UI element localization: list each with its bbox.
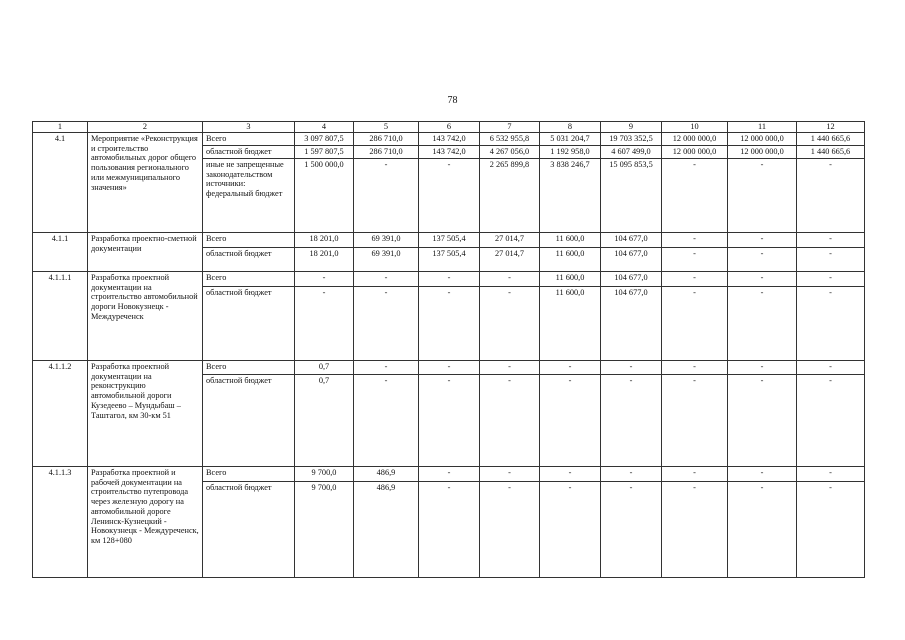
- budget-table: [32, 121, 865, 578]
- value-cell: -: [419, 159, 480, 233]
- value-cell: 2 265 899,8: [480, 159, 540, 233]
- value-cell: -: [728, 159, 797, 233]
- value-cell: -: [728, 375, 797, 467]
- value-cell: 6 532 955,8: [480, 133, 540, 146]
- value-cell: 143 742,0: [419, 146, 480, 159]
- value-cell: -: [662, 482, 728, 578]
- value-cell: -: [728, 361, 797, 375]
- value-cell: 9 700,0: [295, 482, 354, 578]
- value-cell: 104 677,0: [601, 287, 662, 361]
- value-cell: 11 600,0: [540, 272, 601, 287]
- table-row: [33, 233, 865, 248]
- value-cell: -: [797, 361, 865, 375]
- header-cell: 2: [88, 122, 203, 133]
- header-cell: 11: [728, 122, 797, 133]
- value-cell: -: [540, 361, 601, 375]
- header-cell: 6: [419, 122, 480, 133]
- header-cell: 12: [797, 122, 865, 133]
- row-number: 4.1.1.2: [33, 361, 88, 467]
- value-cell: 1 440 665,6: [797, 133, 865, 146]
- value-cell: 27 014,7: [480, 248, 540, 272]
- row-number: 4.1.1.3: [33, 467, 88, 578]
- value-cell: -: [662, 159, 728, 233]
- value-cell: -: [480, 467, 540, 482]
- value-cell: 1 440 665,6: [797, 146, 865, 159]
- value-cell: 11 600,0: [540, 248, 601, 272]
- value-cell: 286 710,0: [354, 146, 419, 159]
- value-cell: -: [601, 375, 662, 467]
- value-cell: -: [419, 467, 480, 482]
- value-cell: -: [728, 467, 797, 482]
- row-name: Мероприятие «Реконструкция и строительство автомобильных дорог общего пользования регионального или межмуниципального значения»: [88, 133, 203, 233]
- table-row: [33, 361, 865, 375]
- source-label: Всего: [203, 233, 295, 248]
- value-cell: 104 677,0: [601, 233, 662, 248]
- value-cell: -: [797, 375, 865, 467]
- source-label: Всего: [203, 361, 295, 375]
- source-label: областной бюджет: [203, 287, 295, 361]
- value-cell: -: [419, 375, 480, 467]
- value-cell: 12 000 000,0: [662, 133, 728, 146]
- table-row: [33, 467, 865, 482]
- value-cell: -: [354, 361, 419, 375]
- header-cell: 10: [662, 122, 728, 133]
- value-cell: 486,9: [354, 467, 419, 482]
- value-cell: 286 710,0: [354, 133, 419, 146]
- value-cell: 11 600,0: [540, 287, 601, 361]
- value-cell: 18 201,0: [295, 248, 354, 272]
- value-cell: -: [797, 482, 865, 578]
- value-cell: 104 677,0: [601, 272, 662, 287]
- value-cell: -: [354, 159, 419, 233]
- value-cell: 69 391,0: [354, 248, 419, 272]
- value-cell: -: [480, 375, 540, 467]
- value-cell: -: [728, 233, 797, 248]
- source-label: областной бюджет: [203, 375, 295, 467]
- value-cell: 4 267 056,0: [480, 146, 540, 159]
- value-cell: -: [728, 248, 797, 272]
- header-row: [33, 122, 865, 133]
- value-cell: 0,7: [295, 361, 354, 375]
- header-cell: 1: [33, 122, 88, 133]
- header-cell: 8: [540, 122, 601, 133]
- value-cell: 486,9: [354, 482, 419, 578]
- row-name: Разработка проектной и рабочей документации на строительство путепровода через железную дорогу на автомобильной дороге Ленинск-Кузнецкий - Новокузнецк - Междуреченск, км 128+080: [88, 467, 203, 578]
- value-cell: -: [662, 287, 728, 361]
- value-cell: 3 097 807,5: [295, 133, 354, 146]
- page-number: 78: [447, 95, 458, 106]
- value-cell: -: [601, 467, 662, 482]
- value-cell: -: [728, 272, 797, 287]
- row-number: 4.1: [33, 133, 88, 233]
- value-cell: -: [480, 361, 540, 375]
- value-cell: 143 742,0: [419, 133, 480, 146]
- value-cell: 0,7: [295, 375, 354, 467]
- header-cell: 4: [295, 122, 354, 133]
- value-cell: 137 505,4: [419, 248, 480, 272]
- value-cell: -: [419, 272, 480, 287]
- value-cell: 12 000 000,0: [728, 133, 797, 146]
- value-cell: -: [797, 248, 865, 272]
- value-cell: -: [662, 272, 728, 287]
- source-label: областной бюджет: [203, 146, 295, 159]
- source-label: иные не запрещенные законодательством источники: федеральный бюджет: [203, 159, 295, 233]
- row-name: Разработка проектно-сметной документации: [88, 233, 203, 272]
- value-cell: 3 838 246,7: [540, 159, 601, 233]
- value-cell: -: [797, 287, 865, 361]
- value-cell: -: [540, 467, 601, 482]
- row-name: Разработка проектной документации на строительство автомобильной дороги Новокузнецк - Междуреченск: [88, 272, 203, 361]
- value-cell: 137 505,4: [419, 233, 480, 248]
- header-cell: 9: [601, 122, 662, 133]
- value-cell: 11 600,0: [540, 233, 601, 248]
- value-cell: 12 000 000,0: [728, 146, 797, 159]
- value-cell: -: [662, 467, 728, 482]
- value-cell: 19 703 352,5: [601, 133, 662, 146]
- value-cell: -: [354, 272, 419, 287]
- value-cell: -: [354, 287, 419, 361]
- source-label: Всего: [203, 272, 295, 287]
- value-cell: 1 500 000,0: [295, 159, 354, 233]
- value-cell: 27 014,7: [480, 233, 540, 248]
- header-cell: 5: [354, 122, 419, 133]
- value-cell: -: [728, 482, 797, 578]
- value-cell: -: [662, 361, 728, 375]
- row-number: 4.1.1: [33, 233, 88, 272]
- row-name: Разработка проектной документации на реконструкцию автомобильной дороги Кузедеево – Мундыбаш – Таштагол, км 30-км 51: [88, 361, 203, 467]
- value-cell: -: [419, 361, 480, 375]
- value-cell: -: [601, 361, 662, 375]
- value-cell: 104 677,0: [601, 248, 662, 272]
- source-label: Всего: [203, 467, 295, 482]
- value-cell: -: [662, 375, 728, 467]
- value-cell: -: [295, 287, 354, 361]
- table-row: [33, 133, 865, 146]
- value-cell: -: [601, 482, 662, 578]
- value-cell: -: [540, 482, 601, 578]
- value-cell: 1 597 807,5: [295, 146, 354, 159]
- value-cell: -: [662, 233, 728, 248]
- value-cell: -: [540, 375, 601, 467]
- value-cell: -: [419, 287, 480, 361]
- value-cell: 12 000 000,0: [662, 146, 728, 159]
- value-cell: 9 700,0: [295, 467, 354, 482]
- value-cell: -: [797, 233, 865, 248]
- value-cell: -: [728, 287, 797, 361]
- value-cell: -: [354, 375, 419, 467]
- value-cell: -: [662, 248, 728, 272]
- value-cell: 4 607 499,0: [601, 146, 662, 159]
- value-cell: 1 192 958,0: [540, 146, 601, 159]
- value-cell: -: [797, 467, 865, 482]
- source-label: Всего: [203, 133, 295, 146]
- value-cell: -: [797, 159, 865, 233]
- value-cell: 18 201,0: [295, 233, 354, 248]
- row-number: 4.1.1.1: [33, 272, 88, 361]
- value-cell: -: [419, 482, 480, 578]
- header-cell: 3: [203, 122, 295, 133]
- source-label: областной бюджет: [203, 248, 295, 272]
- value-cell: 69 391,0: [354, 233, 419, 248]
- value-cell: -: [797, 272, 865, 287]
- value-cell: -: [480, 272, 540, 287]
- value-cell: -: [295, 272, 354, 287]
- value-cell: 5 031 204,7: [540, 133, 601, 146]
- table-row: [33, 272, 865, 287]
- value-cell: -: [480, 287, 540, 361]
- source-label: областной бюджет: [203, 482, 295, 578]
- value-cell: 15 095 853,5: [601, 159, 662, 233]
- header-cell: 7: [480, 122, 540, 133]
- value-cell: -: [480, 482, 540, 578]
